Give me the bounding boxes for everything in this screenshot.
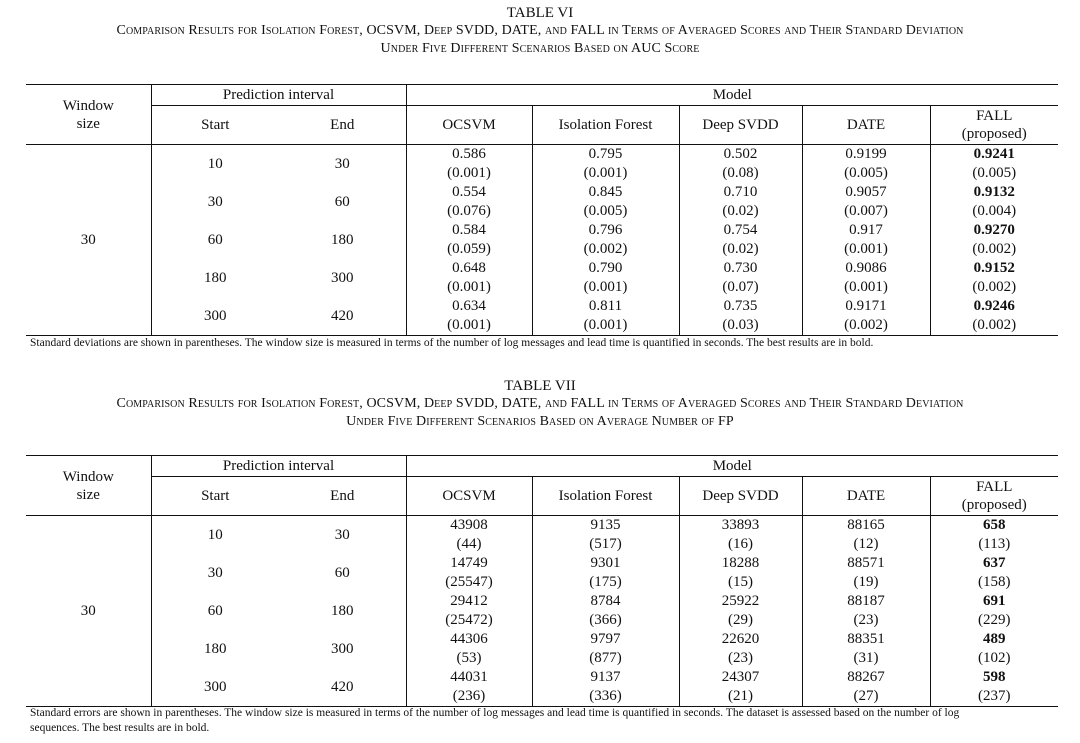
cell-deepsvdd-spread: (29)	[728, 612, 753, 628]
cell-deepsvdd-value: 0.754	[723, 222, 758, 238]
cell-fall-spread: (237)	[978, 688, 1011, 704]
cell-fall-value: 658	[983, 517, 1006, 533]
cell-end: 60	[334, 193, 350, 210]
table-row	[26, 592, 1058, 630]
cell-ocsvm-value: 0.648	[452, 260, 486, 276]
cell-iforest	[532, 554, 679, 592]
table-caption-line2: Under Five Different Scenarios Based on Average Number of FP	[346, 414, 734, 429]
cell-iforest-spread: (517)	[589, 536, 622, 552]
cell-fall-value: 489	[983, 631, 1006, 647]
header-end: End	[330, 488, 355, 504]
cell-ocsvm-value: 44306	[450, 631, 488, 647]
cell-ocsvm-value: 44031	[450, 669, 488, 685]
cell-fall	[930, 183, 1058, 221]
cell-iforest	[532, 221, 679, 259]
cell-date-spread: (0.001)	[844, 279, 888, 295]
cell-fall-value: 0.9241	[973, 146, 1015, 162]
cell-fall	[930, 145, 1058, 184]
cell-date-spread: (23)	[853, 612, 879, 628]
cell-date-spread: (31)	[853, 650, 879, 666]
cell-deepsvdd	[679, 145, 802, 184]
header-end: End	[330, 117, 355, 133]
cell-iforest	[532, 630, 679, 668]
cell-deepsvdd-value: 0.710	[723, 184, 758, 200]
cell-deepsvdd-value: 25922	[721, 593, 760, 609]
cell-date-value: 0.9086	[845, 260, 887, 276]
cell-iforest	[532, 259, 679, 297]
cell-ocsvm-value: 43908	[450, 517, 488, 533]
cell-date	[802, 592, 930, 630]
cell-fall-spread: (0.002)	[972, 279, 1017, 295]
cell-date-value: 0.9199	[845, 146, 887, 162]
cell-fall	[930, 592, 1058, 630]
cell-fall-value: 691	[983, 593, 1006, 609]
cell-ocsvm-spread: (0.001)	[447, 317, 491, 333]
cell-date-spread: (0.007)	[844, 203, 888, 219]
cell-date-spread: (27)	[853, 688, 879, 704]
table-vii-note-line2: sequences. The best results are in bold.	[30, 722, 210, 734]
header-ocsvm: OCSVM	[406, 106, 532, 145]
cell-iforest-value: 0.845	[588, 184, 623, 200]
cell-deepsvdd-value: 0.502	[723, 146, 758, 162]
cell-ocsvm-spread: (0.001)	[447, 279, 491, 295]
cell-iforest-spread: (877)	[589, 650, 622, 666]
header-ocsvm: OCSVM	[406, 477, 532, 516]
cell-iforest-spread: (0.001)	[583, 165, 628, 181]
header-prediction-interval: Prediction interval	[151, 456, 406, 477]
cell-deepsvdd-spread: (23)	[728, 650, 753, 666]
cell-ocsvm-spread: (236)	[452, 688, 486, 704]
cell-ocsvm-spread: (0.001)	[447, 165, 491, 181]
cell-date	[802, 668, 930, 707]
table-row	[26, 668, 1058, 707]
cell-deepsvdd-value: 22620	[721, 631, 760, 647]
cell-ocsvm-spread: (0.076)	[447, 203, 491, 219]
cell-deepsvdd-spread: (0.07)	[722, 279, 759, 295]
table-number: TABLE VI	[506, 5, 574, 21]
cell-iforest-value: 0.790	[588, 260, 623, 276]
cell-ocsvm-value: 0.554	[452, 184, 486, 200]
cell-window-size: 30	[26, 145, 151, 336]
table-caption-line1: Comparison Results for Isolation Forest, OCSVM, Deep SVDD, DATE, and FALL in Terms of Averaged Scores and Their Standard Deviation	[116, 23, 964, 38]
table-vii-note-line1: Standard errors are shown in parentheses. The window size is measured in terms of the number of log messages and lead time is quantified in seconds. The dataset is assessed based on the number of log	[30, 707, 960, 719]
table-row	[26, 630, 1058, 668]
cell-ocsvm	[406, 221, 532, 259]
cell-date-value: 0.9057	[845, 184, 887, 200]
cell-fall	[930, 221, 1058, 259]
table-row	[26, 145, 1058, 184]
cell-ocsvm-spread: (25547)	[445, 574, 493, 590]
cell-ocsvm-spread: (44)	[456, 536, 482, 552]
cell-deepsvdd	[679, 554, 802, 592]
cell-iforest-spread: (0.001)	[583, 317, 628, 333]
cell-fall-value: 637	[983, 555, 1006, 571]
table-vi-caption	[0, 4, 1080, 58]
cell-iforest-value: 9797	[590, 631, 621, 647]
cell-fall-value: 0.9132	[973, 184, 1015, 200]
cell-end: 300	[331, 269, 354, 286]
header-isolation-forest: Isolation Forest	[532, 477, 679, 516]
cell-date	[802, 145, 930, 184]
cell-start: 60	[151, 592, 279, 630]
header-prediction-interval: Prediction interval	[151, 85, 406, 106]
cell-iforest-spread: (0.002)	[583, 241, 628, 257]
cell-fall-spread: (0.002)	[972, 241, 1017, 257]
cell-end: 300	[331, 640, 354, 657]
cell-ocsvm	[406, 259, 532, 297]
cell-deepsvdd-spread: (0.02)	[722, 203, 759, 219]
cell-deepsvdd-spread: (0.08)	[722, 165, 759, 181]
table-row	[26, 259, 1058, 297]
cell-fall	[930, 297, 1058, 336]
cell-end: 30	[334, 526, 350, 543]
cell-date-value: 88351	[847, 631, 885, 647]
cell-iforest-value: 9301	[590, 555, 621, 571]
cell-deepsvdd-spread: (16)	[728, 536, 753, 552]
cell-ocsvm-value: 29412	[450, 593, 488, 609]
cell-date	[802, 259, 930, 297]
cell-deepsvdd	[679, 630, 802, 668]
cell-iforest-value: 8784	[590, 593, 621, 609]
cell-deepsvdd-value: 0.730	[723, 260, 758, 276]
cell-date-spread: (0.002)	[844, 317, 888, 333]
cell-deepsvdd-spread: (15)	[728, 574, 753, 590]
cell-fall	[930, 630, 1058, 668]
cell-date	[802, 630, 930, 668]
cell-deepsvdd-spread: (21)	[728, 688, 753, 704]
cell-start: 10	[151, 145, 279, 184]
cell-deepsvdd-spread: (0.02)	[722, 241, 759, 257]
header-deep-svdd: Deep SVDD	[679, 477, 802, 516]
cell-date-spread: (0.005)	[844, 165, 888, 181]
cell-date	[802, 183, 930, 221]
table-vii-note	[30, 706, 1060, 736]
cell-date-value: 0.917	[849, 222, 883, 238]
cell-fall-value: 0.9270	[973, 222, 1015, 238]
cell-fall-spread: (113)	[978, 536, 1011, 552]
cell-ocsvm-spread: (0.059)	[447, 241, 491, 257]
cell-ocsvm	[406, 145, 532, 184]
cell-iforest-spread: (366)	[589, 612, 622, 628]
cell-fall-spread: (0.005)	[972, 165, 1017, 181]
cell-start: 180	[151, 259, 279, 297]
cell-start: 10	[151, 516, 279, 555]
cell-ocsvm	[406, 630, 532, 668]
cell-ocsvm-value: 0.586	[452, 146, 486, 162]
cell-fall-value: 0.9246	[973, 298, 1015, 314]
cell-iforest	[532, 668, 679, 707]
cell-fall	[930, 668, 1058, 707]
cell-end: 420	[331, 307, 354, 324]
cell-date-value: 88571	[847, 555, 885, 571]
cell-iforest	[532, 145, 679, 184]
cell-ocsvm	[406, 516, 532, 555]
cell-end: 180	[331, 231, 354, 248]
table-row	[26, 183, 1058, 221]
table-vi-note: Standard deviations are shown in parentheses. The window size is measured in terms of the number of log messages and lead time is quantified in seconds. The best results are in bold.	[30, 337, 874, 349]
cell-date-value: 88187	[847, 593, 885, 609]
cell-ocsvm-spread: (53)	[456, 650, 482, 666]
header-model: Model	[406, 456, 1058, 477]
cell-ocsvm	[406, 668, 532, 707]
cell-deepsvdd	[679, 259, 802, 297]
cell-start: 30	[151, 554, 279, 592]
cell-fall	[930, 259, 1058, 297]
cell-iforest-value: 0.811	[588, 298, 623, 314]
cell-deepsvdd-value: 33893	[721, 517, 760, 533]
table-caption-line2: Under Five Different Scenarios Based on AUC Score	[380, 41, 700, 56]
cell-date	[802, 297, 930, 336]
cell-iforest-spread: (336)	[589, 688, 622, 704]
table-vi	[26, 84, 1058, 336]
cell-fall-value: 598	[983, 669, 1006, 685]
cell-start: 60	[151, 221, 279, 259]
header-isolation-forest: Isolation Forest	[532, 106, 679, 145]
cell-deepsvdd	[679, 516, 802, 555]
cell-date	[802, 554, 930, 592]
cell-date-value: 88267	[847, 669, 885, 685]
cell-deepsvdd-value: 0.735	[723, 298, 758, 314]
cell-ocsvm-value: 0.584	[452, 222, 486, 238]
cell-fall-spread: (0.004)	[972, 203, 1017, 219]
cell-ocsvm-value: 14749	[450, 555, 488, 571]
cell-date-spread: (0.001)	[844, 241, 888, 257]
cell-iforest-value: 9137	[590, 669, 621, 685]
cell-fall-spread: (102)	[978, 650, 1011, 666]
table-caption-line1: Comparison Results for Isolation Forest, OCSVM, Deep SVDD, DATE, and FALL in Terms of Averaged Scores and Their Standard Deviation	[116, 396, 964, 411]
cell-iforest-value: 9135	[590, 517, 621, 533]
cell-deepsvdd	[679, 221, 802, 259]
cell-deepsvdd-value: 18288	[721, 555, 760, 571]
header-fall: FALL (proposed)	[930, 477, 1058, 516]
cell-date-value: 88165	[847, 517, 885, 533]
cell-deepsvdd-spread: (0.03)	[722, 317, 759, 333]
cell-end: 180	[331, 602, 354, 619]
cell-fall-spread: (158)	[978, 574, 1011, 590]
cell-date-value: 0.9171	[845, 298, 887, 314]
table-vii-caption	[0, 377, 1080, 431]
cell-ocsvm-value: 0.634	[452, 298, 486, 314]
table-vii	[26, 455, 1058, 707]
cell-iforest-spread: (0.005)	[583, 203, 628, 219]
cell-date	[802, 516, 930, 555]
cell-deepsvdd	[679, 183, 802, 221]
header-model: Model	[406, 85, 1058, 106]
cell-iforest	[532, 183, 679, 221]
cell-deepsvdd	[679, 297, 802, 336]
cell-ocsvm	[406, 183, 532, 221]
header-date: DATE	[802, 106, 930, 145]
cell-end: 30	[334, 155, 350, 172]
cell-iforest-spread: (175)	[589, 574, 622, 590]
cell-date	[802, 221, 930, 259]
cell-ocsvm	[406, 554, 532, 592]
table-number: TABLE VII	[504, 378, 576, 394]
cell-start: 300	[151, 668, 279, 707]
table-row	[26, 221, 1058, 259]
header-window-size: Window size	[26, 456, 151, 516]
cell-date-spread: (19)	[853, 574, 879, 590]
cell-iforest-value: 0.796	[588, 222, 623, 238]
cell-iforest	[532, 592, 679, 630]
cell-deepsvdd	[679, 668, 802, 707]
cell-iforest	[532, 297, 679, 336]
header-start: Start	[151, 477, 279, 516]
cell-date-spread: (12)	[853, 536, 879, 552]
header-date: DATE	[802, 477, 930, 516]
header-start: Start	[151, 106, 279, 145]
cell-end: 60	[334, 564, 350, 581]
cell-fall-value: 0.9152	[973, 260, 1015, 276]
cell-fall-spread: (229)	[978, 612, 1011, 628]
header-window-size: Window size	[26, 85, 151, 145]
table-row	[26, 297, 1058, 336]
cell-iforest-spread: (0.001)	[583, 279, 628, 295]
cell-start: 30	[151, 183, 279, 221]
table-row	[26, 554, 1058, 592]
header-deep-svdd: Deep SVDD	[679, 106, 802, 145]
cell-end: 420	[331, 678, 354, 695]
cell-start: 180	[151, 630, 279, 668]
cell-start: 300	[151, 297, 279, 336]
table-row	[26, 516, 1058, 555]
cell-ocsvm	[406, 592, 532, 630]
cell-fall-spread: (0.002)	[972, 317, 1017, 333]
cell-deepsvdd-value: 24307	[721, 669, 760, 685]
cell-fall	[930, 554, 1058, 592]
cell-window-size: 30	[26, 516, 151, 707]
cell-iforest-value: 0.795	[588, 146, 623, 162]
cell-ocsvm-spread: (25472)	[445, 612, 493, 628]
cell-ocsvm	[406, 297, 532, 336]
cell-iforest	[532, 516, 679, 555]
cell-deepsvdd	[679, 592, 802, 630]
cell-fall	[930, 516, 1058, 555]
header-fall: FALL (proposed)	[930, 106, 1058, 145]
